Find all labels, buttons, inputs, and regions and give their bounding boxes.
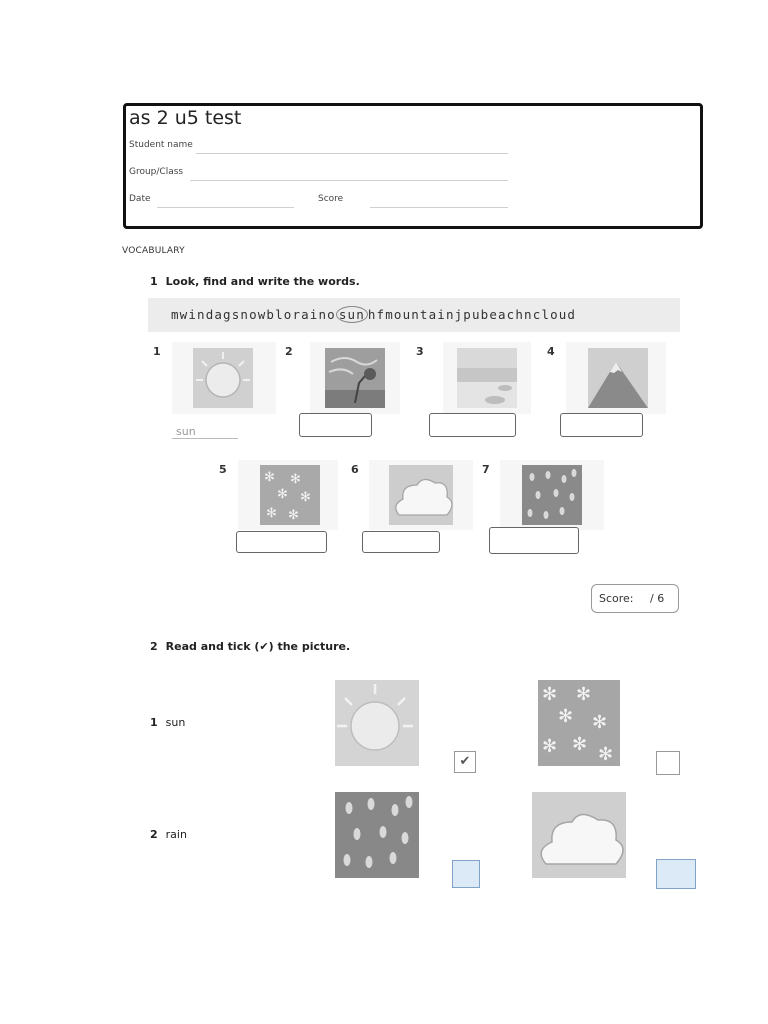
letters-before: mwindagsnowbloraino <box>171 307 336 322</box>
cloud-icon <box>532 792 626 878</box>
student-name-field[interactable] <box>196 153 508 154</box>
item-number: 7 <box>482 463 490 476</box>
svg-text:✻: ✻ <box>300 490 311 505</box>
snow-icon <box>538 680 620 766</box>
exercise-1-heading <box>150 275 360 288</box>
answer-box[interactable] <box>236 531 327 553</box>
tick-box[interactable]: ✔ <box>454 751 476 773</box>
item-number: 2 <box>285 345 293 358</box>
exercise-instruction: Read and tick (✔) the picture. <box>165 640 351 653</box>
section-title: VOCABULARY <box>122 246 185 256</box>
item-number: 4 <box>547 345 555 358</box>
exercise-number: 2 <box>150 640 158 653</box>
svg-text:✻: ✻ <box>598 744 614 765</box>
item-number: 5 <box>219 463 227 476</box>
group-class-field[interactable] <box>190 180 508 181</box>
answer-box[interactable] <box>560 413 643 437</box>
svg-text:✻: ✻ <box>592 712 608 733</box>
item-word: sun <box>165 716 186 729</box>
svg-text:✻: ✻ <box>277 487 288 502</box>
item-number: 1 <box>153 345 161 358</box>
sample-answer: sun <box>172 425 238 439</box>
snow-icon <box>260 465 320 525</box>
score-label: Score <box>318 194 344 204</box>
score-field[interactable] <box>370 207 508 208</box>
item-number: 1 <box>150 716 158 729</box>
wind-icon <box>325 348 385 408</box>
page-title: as 2 u5 test <box>129 107 242 129</box>
group-class-label: Group/Class <box>129 167 184 177</box>
tick-item <box>150 716 185 729</box>
svg-text:✻: ✻ <box>290 472 301 487</box>
sun-icon <box>335 680 419 766</box>
exercise-score-box <box>591 584 679 613</box>
item-number: 3 <box>416 345 424 358</box>
answer-box[interactable] <box>429 413 516 437</box>
mountain-icon <box>588 348 648 408</box>
score-total: / 6 <box>650 592 665 605</box>
svg-text:✻: ✻ <box>542 736 558 757</box>
tick-box[interactable] <box>452 860 480 888</box>
svg-text:✻: ✻ <box>572 734 588 755</box>
exercise-2-heading <box>150 640 350 653</box>
item-word: rain <box>165 828 187 841</box>
circled-word: sun <box>336 306 368 323</box>
item-number: 2 <box>150 828 158 841</box>
svg-text:✻: ✻ <box>542 684 558 705</box>
word-search-strip <box>148 298 680 332</box>
rain-icon <box>335 792 419 878</box>
answer-box[interactable] <box>299 413 372 437</box>
tick-item <box>150 828 187 841</box>
rain-icon <box>522 465 582 525</box>
svg-text:✻: ✻ <box>558 706 574 727</box>
date-field[interactable] <box>157 207 294 208</box>
answer-box[interactable] <box>489 527 579 554</box>
student-name-label: Student name <box>129 140 193 150</box>
exercise-number: 1 <box>150 275 158 288</box>
tick-box[interactable] <box>656 751 680 775</box>
sun-icon <box>193 348 253 408</box>
svg-text:✻: ✻ <box>264 470 275 485</box>
item-number: 6 <box>351 463 359 476</box>
tick-box[interactable] <box>656 859 696 889</box>
letters-after: hfmountainjpubeachncloud <box>367 307 577 322</box>
date-label: Date <box>129 194 151 204</box>
exercise-instruction: Look, find and write the words. <box>165 275 360 288</box>
answer-box[interactable] <box>362 531 440 553</box>
beach-icon <box>457 348 517 408</box>
svg-text:✻: ✻ <box>266 506 277 521</box>
svg-text:✻: ✻ <box>288 508 299 523</box>
score-label: Score: <box>599 592 634 605</box>
cloud-icon <box>389 465 453 525</box>
svg-text:✻: ✻ <box>576 684 592 705</box>
